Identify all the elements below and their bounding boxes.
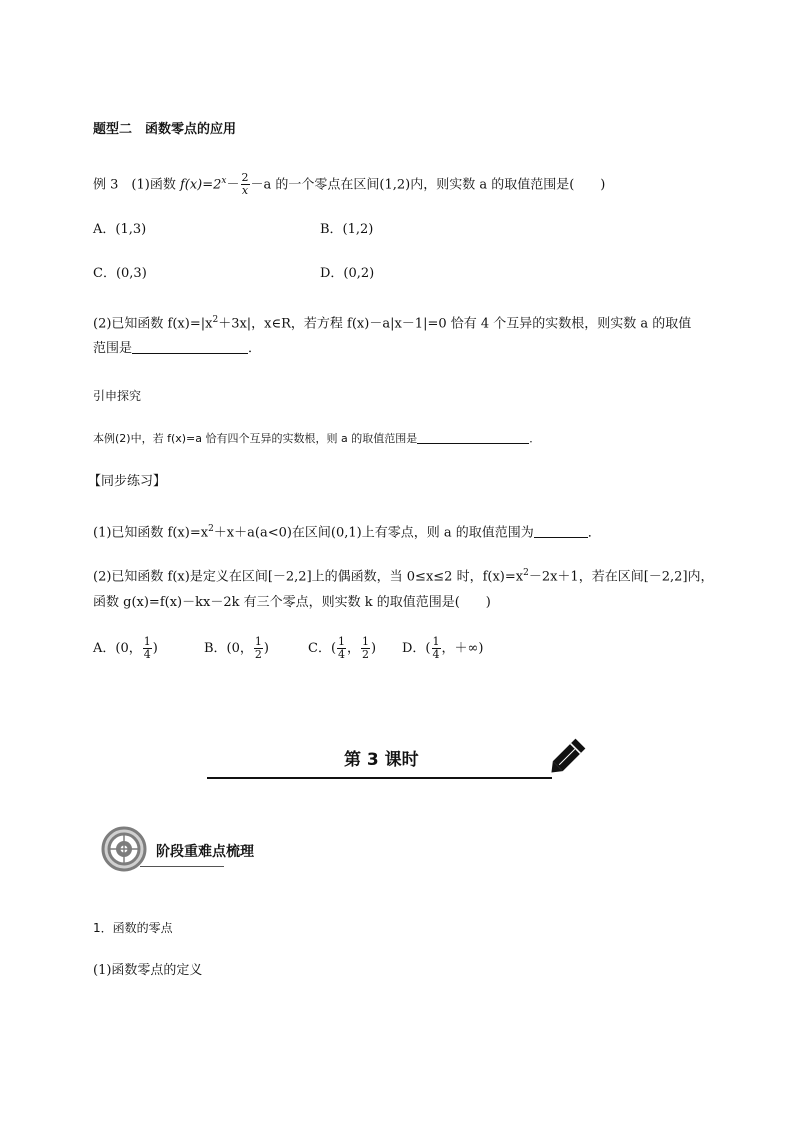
q2-text-a: (2)已知函数 f(x)是定义在区间[－2,2]上的偶函数，当 0≤x≤2 时，f(x)=x [93,569,524,585]
stage-heading: 阶段重难点梳理 [156,844,254,860]
fraction-denominator: 4 [432,648,440,661]
q1-text-b: ＋x＋a(a<0)在区间(0,1)上有零点，则 a 的取值范围为 [213,525,534,541]
opt-c-fraction-1 [337,636,346,661]
answer-blank [417,443,529,444]
practice-q1 [93,521,601,541]
answer-blank [534,537,588,538]
opt-a-fraction [143,636,152,661]
q1-text-a: (1)已知函数 f(x)=x [93,525,209,541]
part2-line1 [93,312,691,332]
example3-exp: x [221,176,227,186]
opt-d-post: ，＋∞) [441,641,484,656]
practice-option-a [93,636,158,661]
practice-option-d [402,636,483,661]
practice-q2-line2: 函数 g(x)=f(x)－kx－2k 有三个零点，则实数 k 的取值范围是( ) [93,595,491,610]
part2-line2-text: 范围是 [93,341,133,356]
opt-b-post: ) [263,641,269,656]
opt-c-post: ) [371,641,377,656]
opt-c-fraction-2 [361,636,370,661]
opt-d-fraction [432,636,441,661]
fraction-numerator: 1 [362,635,370,648]
q2-text-b: －2x＋1，若在区间[－2,2]内， [528,569,714,585]
practice-option-b [204,636,269,661]
example3-func: f(x)=2 [179,177,222,193]
example3-prefix: 例 3 (1)函数 [93,177,180,193]
pencil-icon [544,733,590,781]
opt-c-mid: ， [347,641,361,656]
opt-d-pre: D．( [402,641,431,656]
banner-underline [207,777,552,779]
stage-heading-underline [140,866,224,867]
fraction-denominator: 2 [254,648,262,661]
part2-line2-end: ． [248,341,262,356]
topic-item-1-sub: (1)函数零点的定义 [93,963,203,978]
q2-sup: 2 [523,568,529,578]
fraction-numerator: 1 [432,635,440,648]
fraction-denominator: 4 [338,648,346,661]
fraction-denominator: x [241,184,249,198]
opt-a-post: ) [152,641,158,656]
fraction-denominator: 2 [362,648,370,661]
q1-sup: 2 [208,524,214,534]
topic-item-1: 1．函数的零点 [93,921,173,935]
option-a: A．(1,3) [93,222,147,237]
example3-minus: － [226,177,240,193]
fraction-numerator: 1 [338,635,346,648]
option-d: D．(0,2) [320,266,375,281]
extension-heading: 引申探究 [93,389,142,403]
opt-b-fraction [254,636,263,661]
part2-line2 [93,341,261,357]
sync-practice-heading: 【同步练习】 [88,474,167,489]
part2-text-b: ＋3x|，x∈R，若方程 f(x)－a|x－1|=0 恰有 4 个互异的实数根，则实数 a 的取值 [218,316,692,332]
example3-question [93,166,605,200]
part2-sup: 2 [212,315,219,325]
example3-rest: －a 的一个零点在区间(1,2)内，则实数 a 的取值范围是( ) [250,177,606,193]
lesson-title: 第 3 课时 [344,750,419,770]
q1-end: ． [587,525,601,541]
fraction-numerator: 2 [241,171,249,185]
fraction-numerator: 1 [254,635,262,648]
fraction-numerator: 1 [143,635,151,648]
option-c: C．(0,3) [93,266,147,281]
practice-q2-line1 [93,565,714,585]
answer-blank [132,353,248,354]
fraction-denominator: 4 [143,648,151,661]
practice-option-c [308,636,376,661]
opt-c-pre: C．( [308,641,337,656]
option-b: B．(1,2) [320,222,374,237]
extension-body: 本例(2)中，若 f(x)=a 恰有四个互异的实数根，则 a 的取值范围是 [93,432,418,445]
opt-a-pre: A．(0， [93,641,142,656]
section-title: 题型二 函数零点的应用 [93,122,237,137]
opt-b-pre: B．(0， [204,641,253,656]
extension-text [93,430,540,446]
example3-fraction [241,172,250,197]
extension-end: ． [529,432,541,445]
part2-text-a: (2)已知函数 f(x)=|x [93,316,213,332]
